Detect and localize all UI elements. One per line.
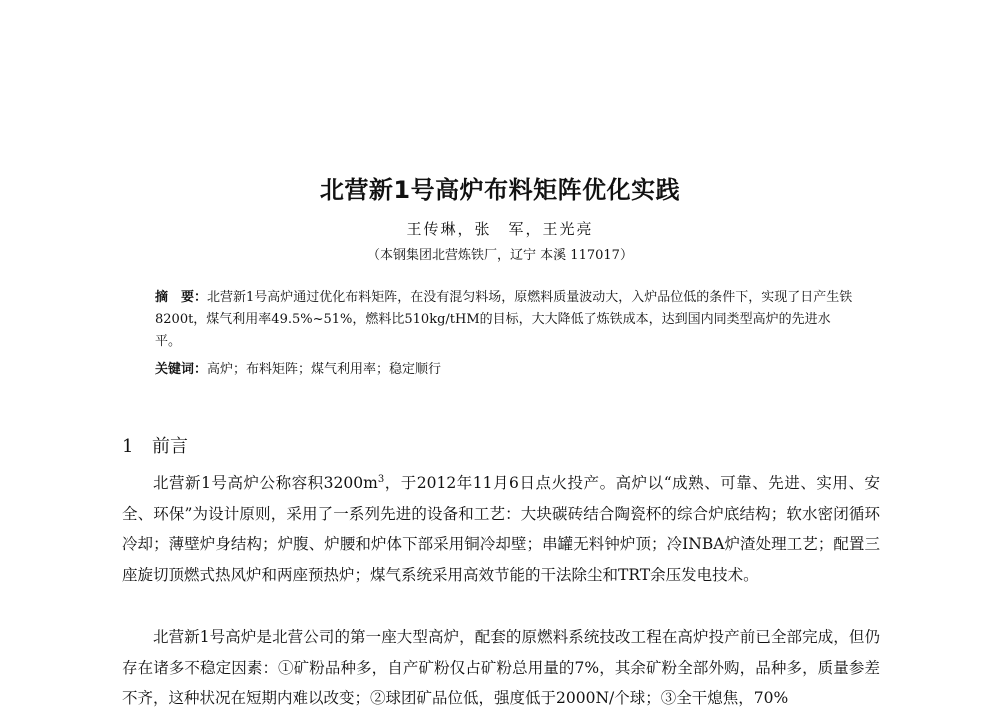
abstract-label: 摘 要： [155,290,208,305]
abstract-text: 北营新1号高炉通过优化布料矩阵，在没有混匀料场，原燃料质量波动大，入炉品位低的条件下，实现了日产生铁8200t，煤气利用率49.5%~51%，燃料比510kg/tHM的目标，大大降低了炼铁成本，达到国内同类型高炉的先进水平。 [155,290,853,349]
abstract [155,287,855,353]
section-title: 前言 [152,436,188,457]
keywords-text: 高炉；布料矩阵；煤气利用率；稳定顺行 [207,362,442,377]
body-paragraph-1 [122,465,880,590]
body-paragraph-2: 北营新1号高炉是北营公司的第一座大型高炉，配套的原燃料系统技改工程在高炉投产前已全部完成，但仍存在诸多不稳定因素：①矿粉品种多，自产矿粉仅占矿粉总用量的7%，其余矿粉全部外购，品种多，质量参差不齐，这种状况在短期内难以改变；②球团矿品位低，强度低于2000N/个球；③全干熄焦，70% [122,628,880,707]
keywords-label: 关键词： [155,362,208,377]
affiliation: （本钢集团北营炼铁厂，辽宁 本溪 117017） [367,248,633,263]
paragraph-1-part-b: ，于2012年11月6日点火投产。高炉以“成熟、可靠、先进、实用、安全、环保”为设计原则，采用了一系列先进的设备和工艺：大块碳砖结合陶瓷杯的综合炉底结构；软水密闭循环冷却；薄壁炉身结构；炉腹、炉腰和炉体下部采用铜冷却壁；串罐无料钟炉顶；冷INBA炉渣处理工艺；配置三座旋切顶燃式热风炉和两座预热炉；煤气系统采用高效节能的干法除尘和TRT余压发电技术。 [122,474,880,584]
author-list: 王传琳，张 军，王光亮 [406,220,594,238]
paragraph-1-part-a: 北营新1号高炉公称容积3200m [153,474,378,493]
section-number: 1 [122,436,134,457]
paragraph-1-superscript: 3 [377,474,385,485]
keywords [155,358,855,377]
paper-title: 北营新1号高炉布料矩阵优化实践 [319,176,681,204]
section-heading [122,432,188,458]
